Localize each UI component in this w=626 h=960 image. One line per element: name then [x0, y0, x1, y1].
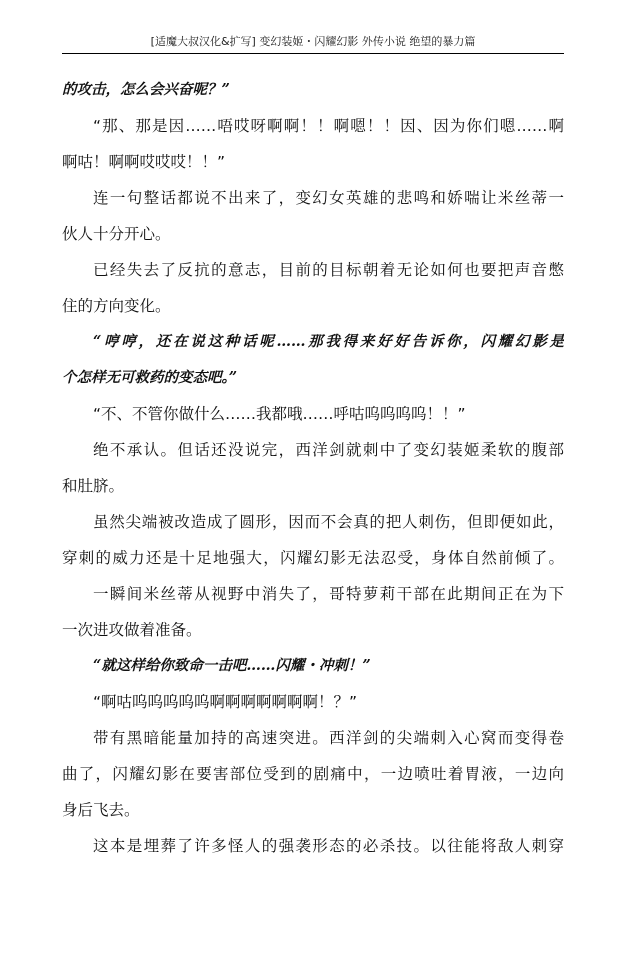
text-line: 一次进攻做着准备。 — [62, 621, 202, 639]
text-line: 个怎样无可救药的变态吧。” — [62, 369, 238, 386]
text-line: 曲了，闪耀幻影在要害部位受到的剧痛中，一边喷吐着胃液，一边向 — [62, 765, 564, 783]
text-line: “就这样给你致命一击吧……闪耀・冲刺！” — [93, 657, 371, 674]
text-line: 和肚脐。 — [62, 477, 125, 495]
text-line: “啊咕呜呜呜呜呜啊啊啊啊啊啊啊！？” — [93, 693, 358, 711]
text-line: 身后飞去。 — [62, 801, 140, 819]
text-line: 一瞬间米丝蒂从视野中消失了，哥特萝莉干部在此期间正在为下 — [93, 585, 564, 603]
text-line: 绝不承认。但话还没说完，西洋剑就刺中了变幻装姬柔软的腹部 — [93, 441, 564, 459]
text-line: 带有黑暗能量加持的高速突进。西洋剑的尖端刺入心窝而变得卷 — [93, 729, 564, 747]
text-line: “不、不管你做什么……我都哦……呼咕呜呜呜呜！！” — [93, 405, 466, 423]
text-line: “哼哼，还在说这种话呢……那我得来好好告诉你，闪耀幻影是 — [93, 333, 564, 350]
text-line: 虽然尖端被改造成了圆形，因而不会真的把人刺伤，但即便如此， — [93, 513, 564, 531]
text-line: 连一句整话都说不出来了，变幻女英雄的悲鸣和娇喘让米丝蒂一 — [93, 189, 564, 207]
text-line: 穿刺的威力还是十足地强大，闪耀幻影无法忍受，身体自然前倾了。 — [62, 549, 564, 567]
page-header: [适魔大叔汉化&扩写] 变幻装姬・闪耀幻影 外传小说 绝望的暴力篇 — [62, 33, 564, 54]
text-line: 这本是埋葬了许多怪人的强袭形态的必杀技。以往能将敌人刺穿 — [93, 837, 564, 855]
text-line: “那、那是因……唔哎呀啊啊！！啊嗯！！因、因为你们嗯……啊 — [93, 117, 564, 135]
text-line: 啊咕！啊啊哎哎哎！！” — [62, 153, 226, 171]
text-line: 住的方向变化。 — [62, 297, 171, 315]
text-line: 的攻击，怎么会兴奋呢？” — [62, 81, 230, 98]
text-line: 已经失去了反抗的意志，目前的目标朝着无论如何也要把声音憋 — [93, 261, 564, 279]
document-body — [62, 72, 564, 864]
text-line: 伙人十分开心。 — [62, 225, 171, 243]
